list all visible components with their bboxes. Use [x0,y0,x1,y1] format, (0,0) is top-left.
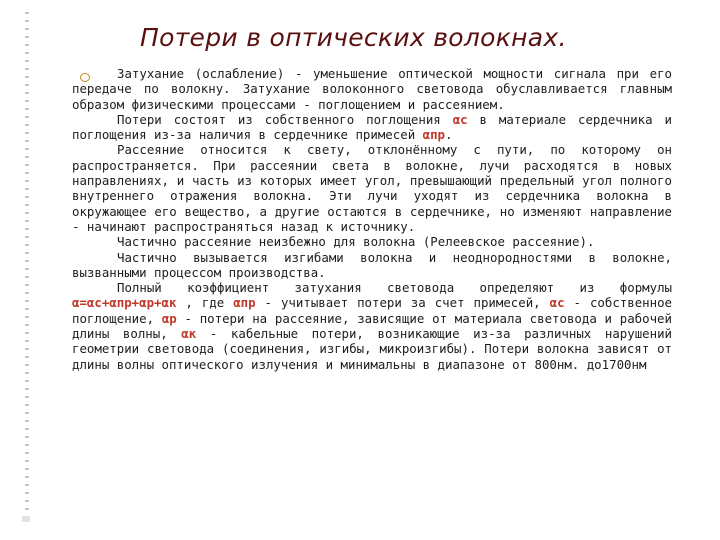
paragraph-p4 [72,234,672,249]
paragraph-p2 [72,112,672,143]
edge-dash [25,36,29,38]
edge-dash [25,460,29,462]
edge-dash [25,396,29,398]
text-run: в материале сердечника и поглощения из-за наличия в сердечнике примесей [72,111,673,143]
edge-dash [25,100,29,102]
edge-dash [25,156,29,158]
edge-dash [25,324,29,326]
paragraph-p6 [72,280,672,372]
edge-dash [25,260,29,262]
edge-dash [25,308,29,310]
formula-symbol: αс [549,295,565,311]
edge-dash [25,196,29,198]
edge-dash [25,476,29,478]
text-run: Частично рассеяние неизбежно для волокна (Релеевское рассеяние). [117,234,595,250]
edge-dash [25,500,29,502]
edge-dash [25,364,29,366]
edge-dash [25,164,29,166]
edge-dash [25,332,29,334]
left-edge-cap [22,516,30,522]
paragraph-p1 [72,66,672,112]
edge-dash [25,132,29,134]
body-text [72,66,672,372]
edge-dash [25,276,29,278]
edge-dash [25,76,29,78]
text-run: - учитывает потери за счет примесей, [255,295,550,311]
text-run: Затухание (ослабление) - уменьшение оптической мощности сигнала при его передаче по волокну. Затухание волоконного световода обуславливается главным образом физическими процессами - поглощением и рассеянием. [72,66,672,112]
formula-symbol: αпр [233,295,256,311]
edge-dash [25,244,29,246]
edge-dash [25,172,29,174]
edge-dash [25,428,29,430]
edge-dash [25,468,29,470]
text-run: Частично вызывается изгибами волокна и неоднородностями в волокне, вызванными процессом производства. [72,249,672,280]
formula-symbol: αпр [422,127,446,143]
edge-dash [25,292,29,294]
edge-dash [25,220,29,222]
formula-symbol: αк [181,326,197,342]
edge-dash [25,316,29,318]
text-run: . [445,127,453,143]
text-run: Полный коэффициент затухания световода определяют из формулы [117,280,672,296]
edge-dash [25,268,29,270]
edge-dash [25,236,29,238]
formula-symbol: α=αс+αпр+αр+αк [72,295,177,311]
edge-dash [25,124,29,126]
edge-dash [25,348,29,350]
edge-dash [25,300,29,302]
edge-dash [25,284,29,286]
paragraph-p3 [72,142,672,234]
edge-dash [25,380,29,382]
edge-dash [25,116,29,118]
edge-dash [25,204,29,206]
edge-dash [25,412,29,414]
edge-dash [25,252,29,254]
text-run: - кабельные потери, возникающие из-за различных нарушений геометрии световода (соединения, изгибы, микроизгибы). Потери волокна зависят от длины волны оптического излучения и минимальны в диапазоне от 800нм. до1700нм [72,326,672,372]
edge-dash [25,228,29,230]
edge-dash [25,444,29,446]
edge-dash [25,340,29,342]
edge-dash [25,108,29,110]
text-run: Рассеяние относится к свету, отклонённому с пути, по которому он распространяется. При рассеянии света в волокне, лучи расходятся в новых направлениях, и часть из которых имеет угол, превышающий предельный угол полного внутреннего отражения волокна. Эти лучи уходят из сердечника волокна в окружающее его вещество, а другие остаются в сердечнике, но изменяют направление - начинают распространяться назад к источнику. [72,142,672,234]
edge-dash [25,60,29,62]
formula-symbol: αр [161,310,177,326]
edge-dash [25,436,29,438]
edge-dash [25,140,29,142]
text-run: , где [176,295,234,311]
edge-dash [25,388,29,390]
edge-dash [25,508,29,510]
edge-dash [25,180,29,182]
edge-dash [25,420,29,422]
edge-dash [25,20,29,22]
edge-dash [25,28,29,30]
text-run: - собственное поглощение, [72,295,673,326]
edge-dash [25,212,29,214]
edge-dash [25,484,29,486]
edge-dash [25,188,29,190]
paragraph-p5 [72,250,672,281]
edge-dash [25,356,29,358]
edge-dash [25,92,29,94]
edge-dash [25,372,29,374]
edge-dash [25,404,29,406]
edge-dash [25,52,29,54]
edge-dash [25,44,29,46]
edge-dash [25,12,29,14]
text-run: Потери состоят из собственного поглощения [117,111,453,127]
slide-title: Потери в оптических волокнах. [140,23,567,52]
edge-dash [25,84,29,86]
edge-dash [25,68,29,70]
edge-dash [25,452,29,454]
text-run: - потери на рассеяние, зависящие от материала световода и рабочей длины волны, [72,310,672,342]
formula-symbol: αс [452,111,468,127]
edge-dash [25,148,29,150]
edge-dash [25,492,29,494]
